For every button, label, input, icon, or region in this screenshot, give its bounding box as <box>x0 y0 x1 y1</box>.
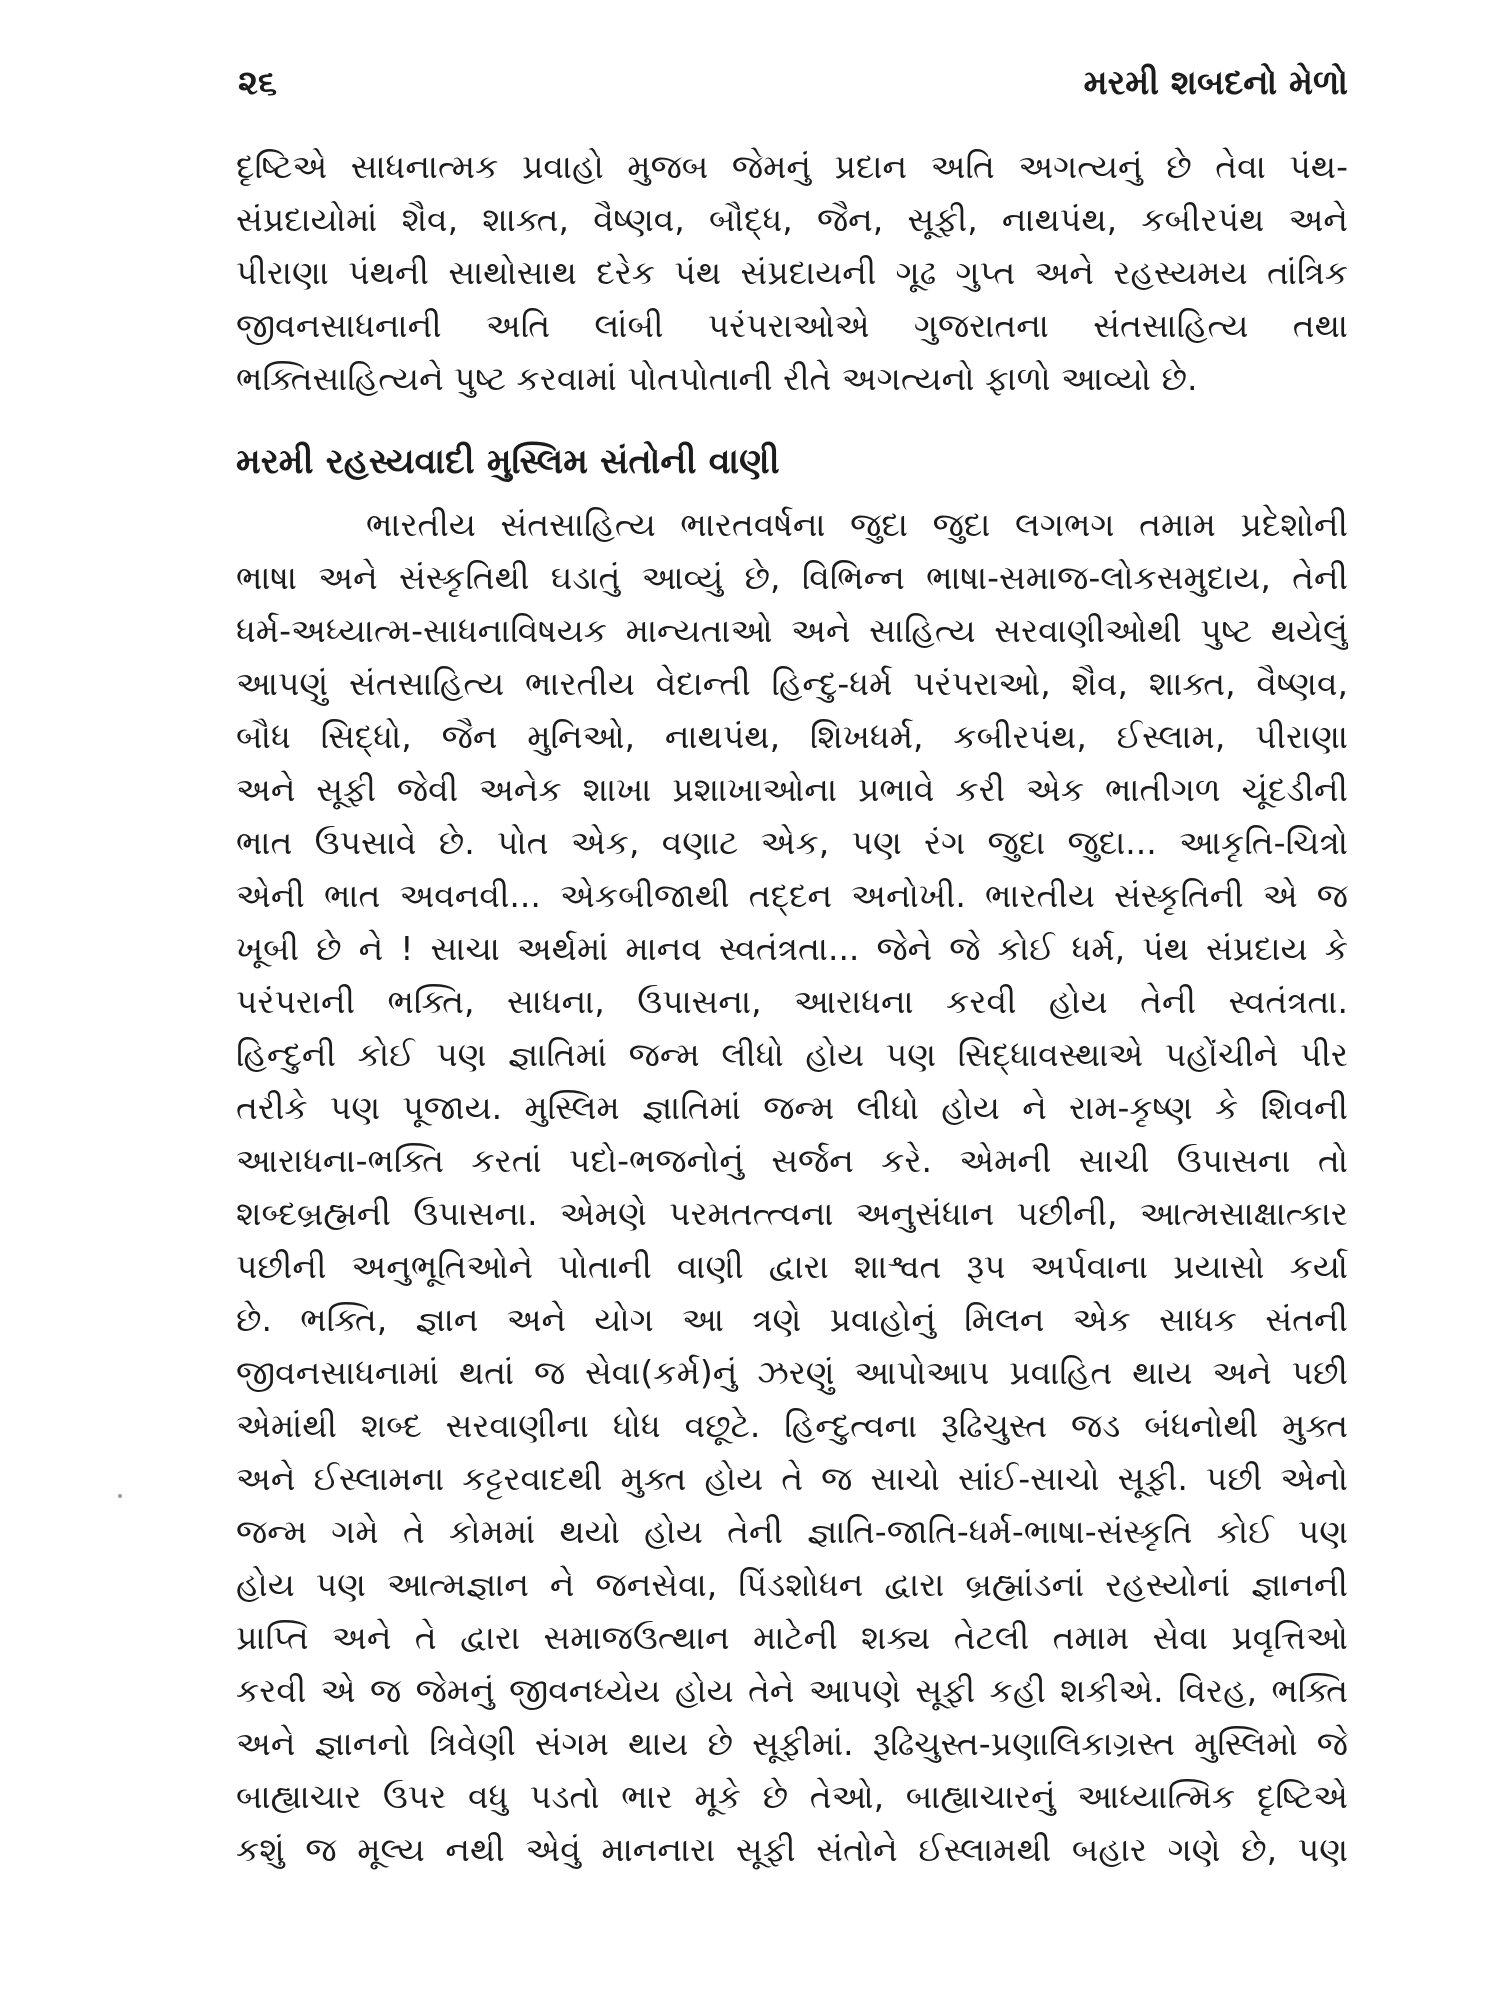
text-line: અને જ્ઞાનનો ત્રિવેણી સંગમ થાય છે સૂફીમાં. રૂઢિચુસ્ત-પ્રણાલિકાગ્રસ્ત મુસ્લિમો જે <box>236 1724 1348 1763</box>
text-line: અને સૂફી જેવી અનેક શાખા પ્રશાખાઓના પ્રભાવે કરી એક ભાતીગળ ચૂંદડીની <box>236 770 1348 809</box>
text-line: કરવી એ જ જેમનું જીવનધ્યેય હોય તેને આપણે સૂફી કહી શકીએ. વિરહ, ભક્તિ <box>236 1671 1348 1710</box>
text-line: આરાધના-ભક્તિ કરતાં પદો-ભજનોનું સર્જન કરે. એમની સાચી ઉપાસના તો <box>236 1141 1348 1180</box>
text-line: એની ભાત અવનવી... એકબીજાથી તદ્દન અનોખી. ભારતીય સંસ્કૃતિની એ જ <box>236 876 1348 915</box>
text-line: બૌધ સિદ્ધો, જૈન મુનિઓ, નાથપંથ, શિખધર્મ, કબીરપંથ, ઈસ્લામ, પીરાણા <box>236 717 1348 756</box>
text-line: ભાષા અને સંસ્કૃતિથી ઘડાતું આવ્યું છે, વિભિન્ન ભાષા-સમાજ-લોકસમુદાય, તેની <box>236 558 1348 597</box>
text-line: ધર્મ-અધ્યાત્મ-સાધનાવિષયક માન્યતાઓ અને સાહિત્ય સરવાણીઓથી પુષ્ટ થયેલું <box>236 611 1348 650</box>
book-title: મરમી શબદનો મેળો <box>1083 63 1348 103</box>
text-line: બાહ્યાચાર ઉપર વધુ પડતો ભાર મૂકે છે તેઓ, બાહ્યાચારનું આધ્યાત્મિક દૃષ્ટિએ <box>236 1777 1348 1816</box>
text-line: તરીકે પણ પૂજાય. મુસ્લિમ જ્ઞાતિમાં જન્મ લીધો હોય ને રામ-કૃષ્ણ કે શિવની <box>236 1088 1348 1127</box>
scan-speck <box>118 1494 122 1498</box>
running-header <box>238 48 1348 118</box>
text-line: જીવનસાધનામાં થતાં જ સેવા(કર્મ)નું ઝરણું આપોઆપ પ્રવાહિત થાય અને પછી <box>236 1353 1348 1392</box>
text-line: પ્રાપ્તિ અને તે દ્વારા સમાજઉત્થાન માટેની શક્ય તેટલી તમામ સેવા પ્રવૃત્તિઓ <box>236 1618 1348 1657</box>
text-line: પછીની અનુભૂતિઓને પોતાની વાણી દ્વારા શાશ્વત રૂપ અર્પવાના પ્રયાસો કર્યા <box>236 1247 1348 1286</box>
text-line: પરંપરાની ભક્તિ, સાધના, ઉપાસના, આરાધના કરવી હોય તેની સ્વતંત્રતા. <box>236 982 1348 1021</box>
text-line: સંપ્રદાયોમાં શૈવ, શાક્ત, વૈષ્ણવ, બૌદ્ધ, જૈન, સૂફી, નાથપંથ, કબીરપંથ અને <box>236 200 1348 239</box>
text-line: હિન્દુની કોઈ પણ જ્ઞાતિમાં જન્મ લીધો હોય પણ સિદ્ધાવસ્થાએ પહોંચીને પીર <box>236 1035 1348 1074</box>
text-line: કશું જ મૂલ્ય નથી એવું માનનારા સૂફી સંતોને ઈસ્લામથી બહાર ગણે છે, પણ <box>236 1830 1348 1869</box>
text-line: શબ્દબ્રહ્મની ઉપાસના. એમણે પરમતત્ત્વના અનુસંધાન પછીની, આત્મસાક્ષાત્કાર <box>236 1194 1348 1233</box>
text-line: એમાંથી શબ્દ સરવાણીના ધોધ વછૂટે. હિન્દુત્વના રૂઢિચુસ્ત જડ બંધનોથી મુક્ત <box>236 1406 1348 1445</box>
paragraph-body <box>236 498 1348 1876</box>
page-number: ૨૬ <box>238 63 277 103</box>
section-heading: મરમી રહસ્યવાદી મુસ્લિમ સંતોની વાણી <box>236 442 780 482</box>
text-line: છે. ભક્તિ, જ્ઞાન અને યોગ આ ત્રણે પ્રવાહોનું મિલન એક સાધક સંતની <box>236 1300 1348 1339</box>
text-line: ભારતીય સંતસાહિત્ય ભારતવર્ષના જુદા જુદા લગભગ તમામ પ્રદેશોની <box>366 505 1348 544</box>
text-line: આપણું સંતસાહિત્ય ભારતીય વેદાન્તી હિન્દુ-ધર્મ પરંપરાઓ, શૈવ, શાક્ત, વૈષ્ણવ, <box>236 664 1348 703</box>
text-line: ખૂબી છે ને ! સાચા અર્થમાં માનવ સ્વતંત્રતા... જેને જે કોઈ ધર્મ, પંથ સંપ્રદાય કે <box>236 929 1348 968</box>
text-line: દૃષ્ટિએ સાધનાત્મક પ્રવાહો મુજબ જેમનું પ્રદાન અતિ અગત્યનું છે તેવા પંથ- <box>236 147 1348 186</box>
paragraph-continued <box>236 140 1348 405</box>
text-line: અને ઈસ્લામના કટ્ટરવાદથી મુક્ત હોય તે જ સાચો સાંઈ-સાચો સૂફી. પછી એનો <box>236 1459 1348 1498</box>
text-line: પીરાણા પંથની સાથોસાથ દરેક પંથ સંપ્રદાયની ગૂઢ ગુપ્ત અને રહસ્યમય તાંત્રિક <box>236 253 1348 292</box>
text-line: જીવનસાધનાની અતિ લાંબી પરંપરાઓએ ગુજરાતના સંતસાહિત્ય તથા <box>236 306 1348 345</box>
text-line: ભક્તિસાહિત્યને પુષ્ટ કરવામાં પોતપોતાની રીતે અગત્યનો ફાળો આવ્યો છે. <box>236 359 1198 398</box>
text-line: ભાત ઉપસાવે છે. પોત એક, વણાટ એક, પણ રંગ જુદા જુદા... આકૃતિ-ચિત્રો <box>236 823 1348 862</box>
text-line: જન્મ ગમે તે કોમમાં થયો હોય તેની જ્ઞાતિ-જાતિ-ધર્મ-ભાષા-સંસ્કૃતિ કોઈ પણ <box>236 1512 1348 1551</box>
text-line: હોય પણ આત્મજ્ઞાન ને જનસેવા, પિંડશોધન દ્વારા બ્રહ્માંડનાં રહસ્યોનાં જ્ઞાનની <box>236 1565 1348 1604</box>
